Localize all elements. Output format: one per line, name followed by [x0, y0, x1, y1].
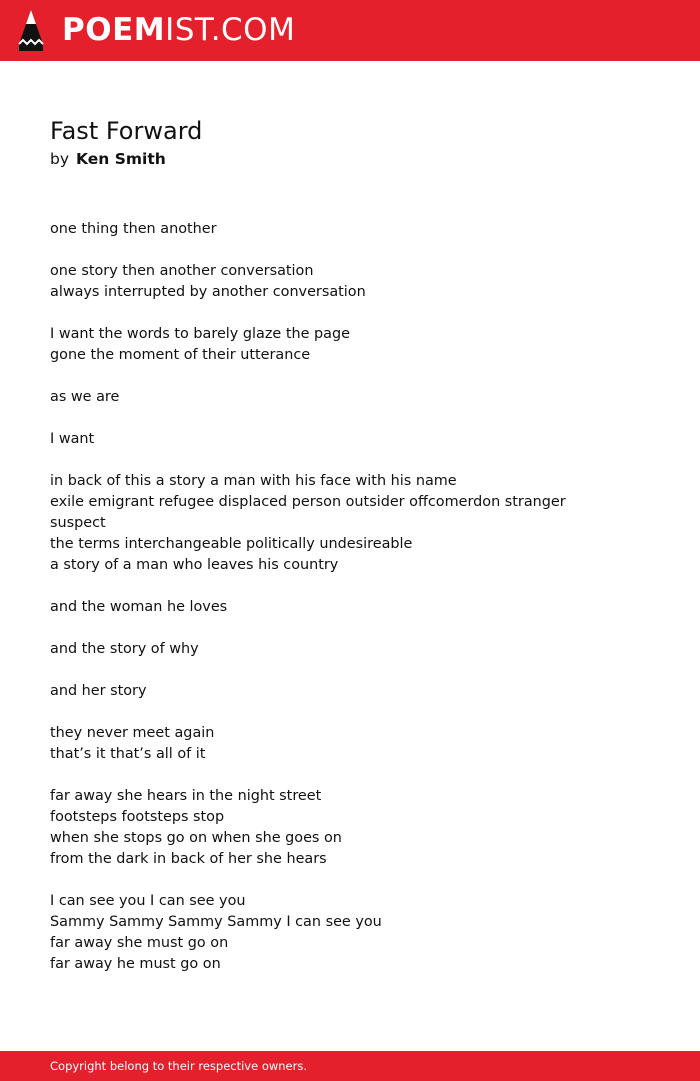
poem-line: Sammy Sammy Sammy Sammy I can see you	[50, 914, 382, 930]
pencil-icon[interactable]	[18, 9, 44, 52]
poem-line: that’s it that’s all of it	[50, 746, 206, 762]
poem-line: and her story	[50, 683, 147, 699]
poem-line: from the dark in back of her she hears	[50, 851, 327, 867]
poem-line: I want	[50, 431, 95, 447]
poem-line: gone the moment of their utterance	[50, 347, 311, 363]
poem-line: I want the words to barely glaze the page	[50, 326, 350, 342]
poem-line: as we are	[50, 389, 120, 405]
byline	[50, 148, 166, 170]
poem-line: when she stops go on when she goes on	[50, 830, 342, 846]
poem-stanza	[50, 891, 650, 975]
poem-line: and the story of why	[50, 641, 199, 657]
poem-line: and the woman he loves	[50, 599, 228, 615]
header-bar	[0, 0, 700, 61]
poem-line: footsteps footsteps stop	[50, 809, 225, 825]
poem-line: far away he must go on	[50, 956, 221, 972]
brand-bold-text: POEM	[62, 12, 166, 48]
poem-line: exile emigrant refugee displaced person outsider offcomerdon stranger	[50, 494, 566, 510]
poem-stanza	[50, 261, 650, 303]
brand-light-text: IST.COM	[165, 12, 296, 48]
poem-line: a story of a man who leaves his country	[50, 557, 339, 573]
poem-stanza	[50, 219, 650, 240]
poem-line: one story then another conversation	[50, 263, 314, 279]
poem-line: always interrupted by another conversation	[50, 284, 366, 300]
poem-body	[50, 219, 650, 996]
poem-line: suspect	[50, 515, 106, 531]
poem-line: in back of this a story a man with his face with his name	[50, 473, 457, 489]
poem-line: I can see you I can see you	[50, 893, 246, 909]
poem-stanza	[50, 597, 650, 618]
site-logo[interactable]	[62, 12, 295, 48]
poem-stanza	[50, 324, 650, 366]
by-label: by	[50, 150, 70, 168]
footer-bar	[0, 1051, 700, 1081]
poem-stanza	[50, 786, 650, 870]
poem-line: far away she must go on	[50, 935, 229, 951]
poem-stanza	[50, 723, 650, 765]
poem-line: one thing then another	[50, 221, 217, 237]
poem-stanza	[50, 681, 650, 702]
poem-stanza	[50, 429, 650, 450]
poem-line: they never meet again	[50, 725, 215, 741]
poem-stanza	[50, 387, 650, 408]
copyright-text: Copyright belong to their respective owners.	[50, 1059, 308, 1073]
poem-line: far away she hears in the night street	[50, 788, 322, 804]
poem-stanza	[50, 471, 650, 576]
author-link[interactable]: Ken Smith	[76, 150, 166, 168]
poem-stanza	[50, 639, 650, 660]
poem-line: the terms interchangeable politically undesireable	[50, 536, 413, 552]
poem-title: Fast Forward	[50, 117, 203, 145]
